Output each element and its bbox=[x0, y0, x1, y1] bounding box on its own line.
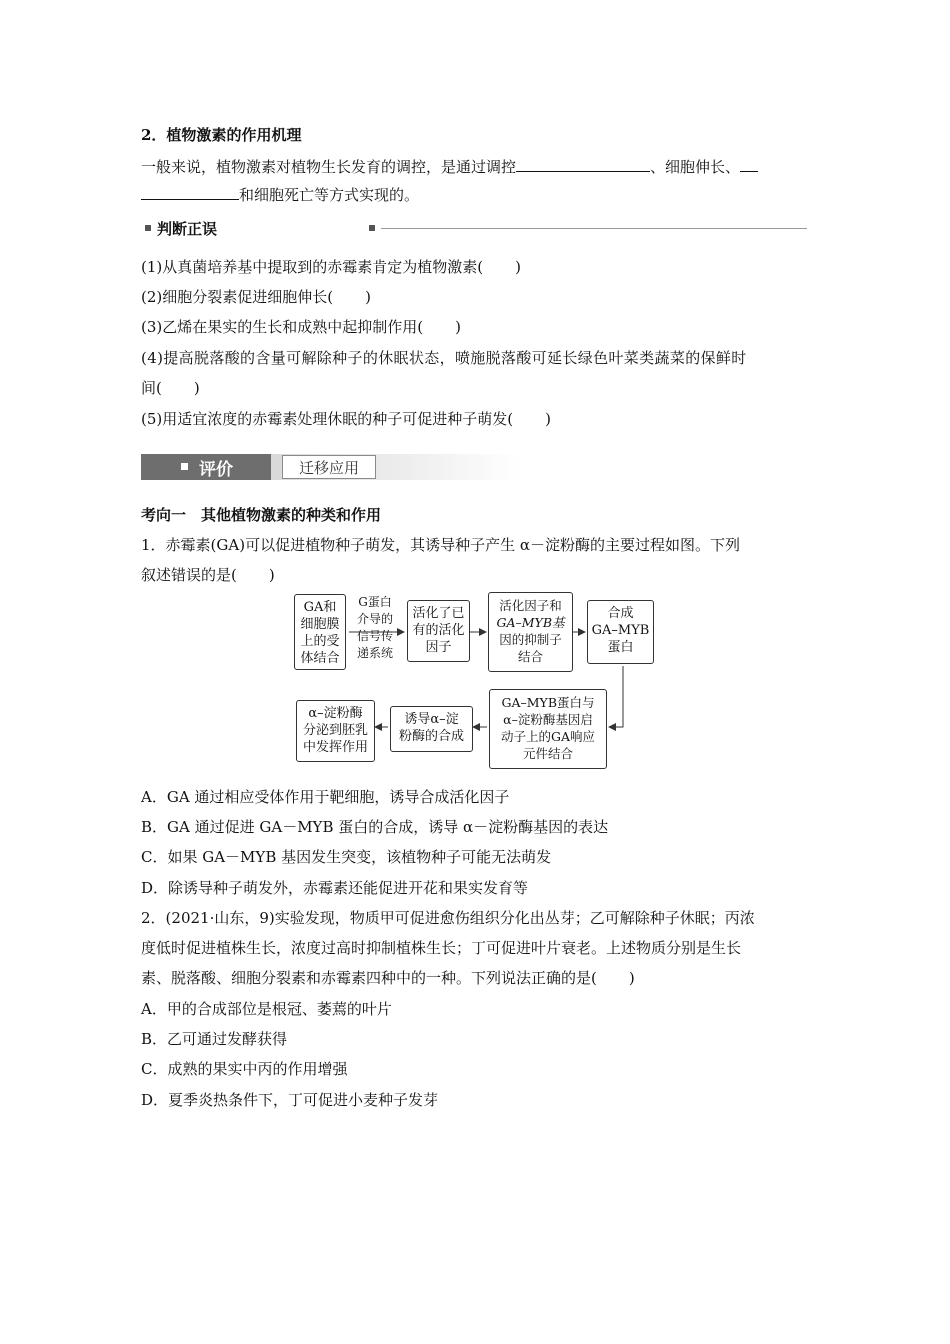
label-text: 递系统 bbox=[356, 646, 393, 660]
judge-text: 间( bbox=[141, 379, 162, 397]
flow-box-6 bbox=[390, 706, 473, 752]
direction-title: 考向一 其他植物激素的种类和作用 bbox=[141, 506, 382, 524]
flow-box-7 bbox=[296, 700, 375, 762]
option-b: B．乙可通过发酵获得 bbox=[141, 1030, 288, 1048]
text-span: 、细胞伸长、 bbox=[650, 158, 741, 176]
box-text: 活化因子和 bbox=[499, 598, 562, 613]
box-text: 元件结合 bbox=[522, 746, 573, 761]
divider bbox=[381, 228, 807, 229]
judge-item bbox=[141, 404, 811, 434]
box-text: 粉酶的合成 bbox=[398, 729, 464, 744]
flow-box-5 bbox=[489, 689, 607, 769]
flow-label bbox=[347, 594, 403, 662]
option-d: D．夏季炎热条件下，丁可促进小麦种子发芽 bbox=[141, 1091, 439, 1109]
ga-flow-diagram bbox=[287, 588, 667, 778]
box-text: α–淀粉酶基因启 bbox=[503, 712, 593, 727]
close-paren: ) bbox=[545, 410, 551, 428]
option-c: C．如果 GA－MYB 基因发生突变，该植物种子可能无法萌发 bbox=[141, 848, 552, 866]
box-text: GA–MYB蛋白与 bbox=[501, 695, 595, 710]
judge-item bbox=[141, 312, 811, 342]
text-span: 一般来说，植物激素对植物生长发育的调控，是通过调控 bbox=[141, 158, 517, 176]
stem-text: 素、脱落酸、细胞分裂素和赤霉素四种中的一种。下列说法正确的是( bbox=[141, 969, 597, 987]
box-text: GA–MYB bbox=[591, 623, 650, 638]
judge-text: (3)乙烯在果实的生长和成熟中起抑制作用( bbox=[141, 318, 424, 336]
flow-box-1 bbox=[294, 594, 346, 670]
answer-blank bbox=[516, 155, 650, 172]
box-text: 因的抑制子 bbox=[499, 632, 562, 647]
answer-blank bbox=[740, 155, 758, 172]
question-stem bbox=[141, 963, 811, 993]
judge-text: (2)细胞分裂素促进细胞伸长( bbox=[141, 288, 334, 306]
close-paren: ) bbox=[365, 288, 371, 306]
evaluation-tab bbox=[282, 455, 376, 479]
text-span: 和细胞死亡等方式实现的。 bbox=[239, 186, 420, 204]
judge-text: (5)用适宜浓度的赤霉素处理休眠的种子可促进种子萌发( bbox=[141, 410, 514, 428]
box-text: 因子 bbox=[425, 640, 452, 655]
paragraph-line bbox=[141, 152, 811, 182]
box-text: 体结合 bbox=[300, 651, 340, 666]
evaluation-banner bbox=[141, 452, 521, 482]
box-text: α–淀粉酶 bbox=[308, 706, 363, 721]
evaluation-tab-label: 迁移应用 bbox=[298, 459, 359, 477]
square-bullet-icon bbox=[145, 225, 151, 231]
box-text: 中发挥作用 bbox=[302, 740, 368, 755]
box-text: 诱导α–淀 bbox=[404, 712, 459, 727]
box-text: 蛋白 bbox=[607, 640, 634, 655]
flow-box-2 bbox=[407, 600, 470, 662]
judge-title: 判断正误 bbox=[157, 220, 218, 238]
close-paren: ) bbox=[268, 566, 275, 584]
box-text: 活化了已 bbox=[412, 606, 465, 621]
question-stem: 1．赤霉素(GA)可以促进植物种子萌发，其诱导种子产生 α－淀粉酶的主要过程如图。下列 bbox=[141, 536, 740, 554]
answer-blank bbox=[141, 183, 239, 200]
flow-box-4 bbox=[587, 600, 654, 664]
option-c: C．成熟的果实中丙的作用增强 bbox=[141, 1060, 348, 1078]
square-bullet-icon bbox=[181, 463, 188, 470]
label-text: 信号传 bbox=[356, 629, 393, 643]
box-text: 分泌到胚乳 bbox=[302, 723, 368, 738]
arrow-4 bbox=[609, 666, 623, 727]
box-text: 合成 bbox=[607, 606, 634, 621]
judge-text: (1)从真菌培养基中提取到的赤霉素肯定为植物激素( bbox=[141, 258, 484, 276]
flow-box-3 bbox=[488, 592, 573, 672]
close-paren: ) bbox=[455, 318, 461, 336]
box-text: 有的活化 bbox=[412, 623, 465, 638]
section-heading: 2．植物激素的作用机理 bbox=[141, 126, 302, 144]
box-text: GA–MYB基 bbox=[496, 615, 565, 630]
close-paren: ) bbox=[628, 969, 635, 987]
paragraph-line bbox=[141, 180, 811, 210]
stem-text: 叙述错误的是( bbox=[141, 566, 237, 584]
option-d: D．除诱导种子萌发外，赤霉素还能促进开花和果实发育等 bbox=[141, 879, 529, 897]
judge-item bbox=[141, 373, 811, 403]
judge-item bbox=[141, 282, 811, 312]
option-b: B．GA 通过促进 GA－MYB 蛋白的合成，诱导 α－淀粉酶基因的表达 bbox=[141, 818, 609, 836]
judge-section-header bbox=[141, 219, 807, 239]
judge-item bbox=[141, 252, 811, 282]
box-text: 细胞膜 bbox=[300, 617, 340, 632]
square-bullet-icon bbox=[369, 225, 375, 231]
box-text: 结合 bbox=[517, 649, 543, 664]
evaluation-label: 评价 bbox=[199, 460, 233, 480]
box-text: 动子上的GA响应 bbox=[500, 729, 595, 744]
label-text: 介导的 bbox=[356, 612, 393, 626]
option-a: A．甲的合成部位是根冠、萎蔫的叶片 bbox=[141, 1000, 392, 1018]
option-a: A．GA 通过相应受体作用于靶细胞，诱导合成活化因子 bbox=[141, 788, 510, 806]
label-text: G蛋白 bbox=[358, 595, 392, 609]
box-text: 上的受 bbox=[300, 634, 340, 649]
banner-dark-block bbox=[141, 454, 271, 480]
close-paren: ) bbox=[515, 258, 521, 276]
judge-item: (4)提高脱落酸的含量可解除种子的休眠状态，喷施脱落酸可延长绿色叶菜类蔬菜的保鲜时 bbox=[141, 349, 747, 367]
close-paren: ) bbox=[193, 379, 200, 397]
question-stem bbox=[141, 560, 811, 590]
box-text: GA和 bbox=[303, 600, 337, 615]
question-stem: 2．(2021·山东，9)实验发现，物质甲可促进愈伤组织分化出丛芽；乙可解除种子休眠；丙浓 bbox=[141, 909, 755, 927]
question-stem: 度低时促进植株生长，浓度过高时抑制植株生长；丁可促进叶片衰老。上述物质分别是生长 bbox=[141, 939, 742, 957]
